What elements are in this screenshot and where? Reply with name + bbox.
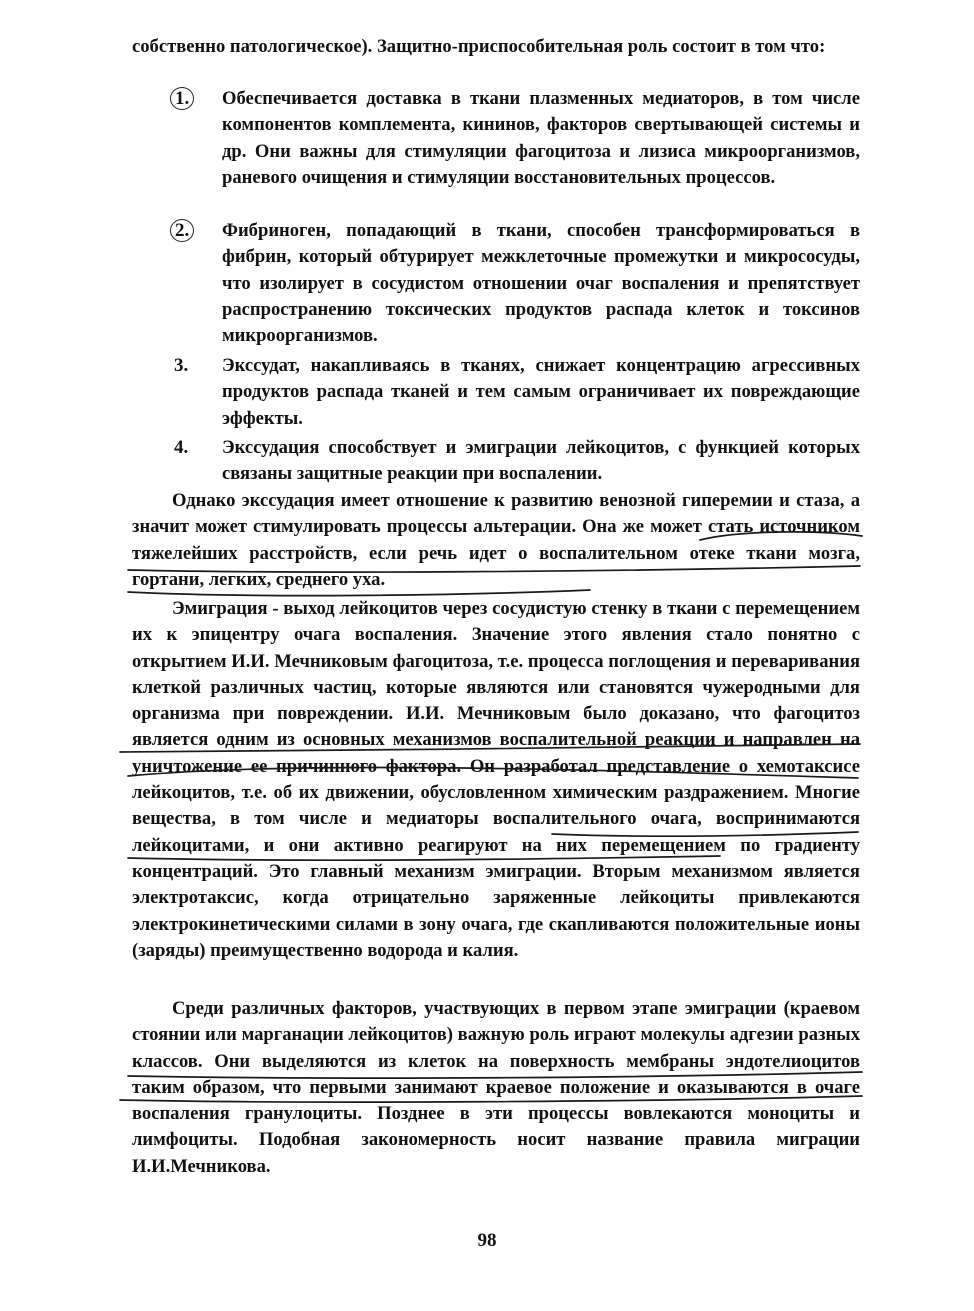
list-item-3: Экссудат, накапливаясь в тканях, снижает концентрацию агрессивных продуктов распада тканей и тем самым ограничивает их повреждающие эффекты. <box>222 355 860 429</box>
page-number: 98 <box>477 1230 497 1251</box>
paragraph-emigration: Эмиграция - выход лейкоцитов через сосудистую стенку в ткани с перемещением их к эпицентру очага воспаления. Значение этого явления стало понятно с открытием И.И. Мечниковым фагоцитоза, т.е. процесса поглощения и переваривания клеткой различных частиц, которые являются или становятся чужеродными для организма при повреждении. И.И. Мечниковым было доказано, что фагоцитоз является одним из основных механизмов воспалительной реакции и направлен на уничтожение ее причинного фактора. Он разработал представление о хемотаксисе лейкоцитов, т.е. об их движении, обусловленном химическим раздражением. Многие вещества, в том числе и медиаторы воспалительного очага, воспринимаются лейкоцитами, и они активно реагируют на них перемещением по градиенту концентраций. Это главный механизм эмиграции. Вторым механизмом является электротаксис, когда отрицательно заряженные лейкоциты привлекаются электрокинетическими силами в зону очага, где скапливаются положительные ионы (заряды) преимущественно водорода и калия. <box>132 598 860 961</box>
list-item-2: Фибриноген, попадающий в ткани, способен трансформироваться в фибрин, который обтурирует межклеточные промежутки и микрососуды, что изолирует в сосудистом отношении очаг воспаления и препятствует распространению токсических продуктов распада клеток и токсинов микроорганизмов. <box>222 220 860 347</box>
intro-text: собственно патологическое). Защитно-приспособительная роль состоит в том что: <box>132 36 826 57</box>
list-number-3: 3. <box>174 355 189 376</box>
list-number-2: 2. <box>174 218 204 244</box>
paragraph-exudation: Однако экссудация имеет отношение к развитию венозной гиперемии и стаза, а значит может стимулировать процессы альтерации. Она же может стать источником тяжелейших расстройств, если речь идет о воспалительном отеке ткани мозга, гортани, легких, среднего уха. <box>132 490 860 590</box>
paragraph-factors: Среди различных факторов, участвующих в первом этапе эмиграции (краевом стоянии или марганации лейкоцитов) важную роль играют молекулы адгезии разных классов. Они выделяются из клеток на поверхность мембраны эндотелиоцитов таким образом, что первыми занимают краевое положение и оказываются в очаге воспаления гранулоциты. Позднее в эти процессы вовлекаются моноциты и лимфоциты. Подобная закономерность носит название правила миграции И.И.Мечникова. <box>132 998 860 1177</box>
list-item-4: Экссудация способствует и эмиграции лейкоцитов, с функцией которых связаны защитные реакции при воспалении. <box>222 437 860 485</box>
list-number-4: 4. <box>174 437 189 458</box>
list-number-1: 1. <box>174 86 204 112</box>
list-item-1: Обеспечивается доставка в ткани плазменных медиаторов, в том числе компонентов комплемента, кининов, факторов свертывающей системы и др. Они важны для стимуляции фагоцитоза и лизиса микроорганизмов, раневого очищения и стимуляции восстановительных процессов. <box>222 88 860 188</box>
